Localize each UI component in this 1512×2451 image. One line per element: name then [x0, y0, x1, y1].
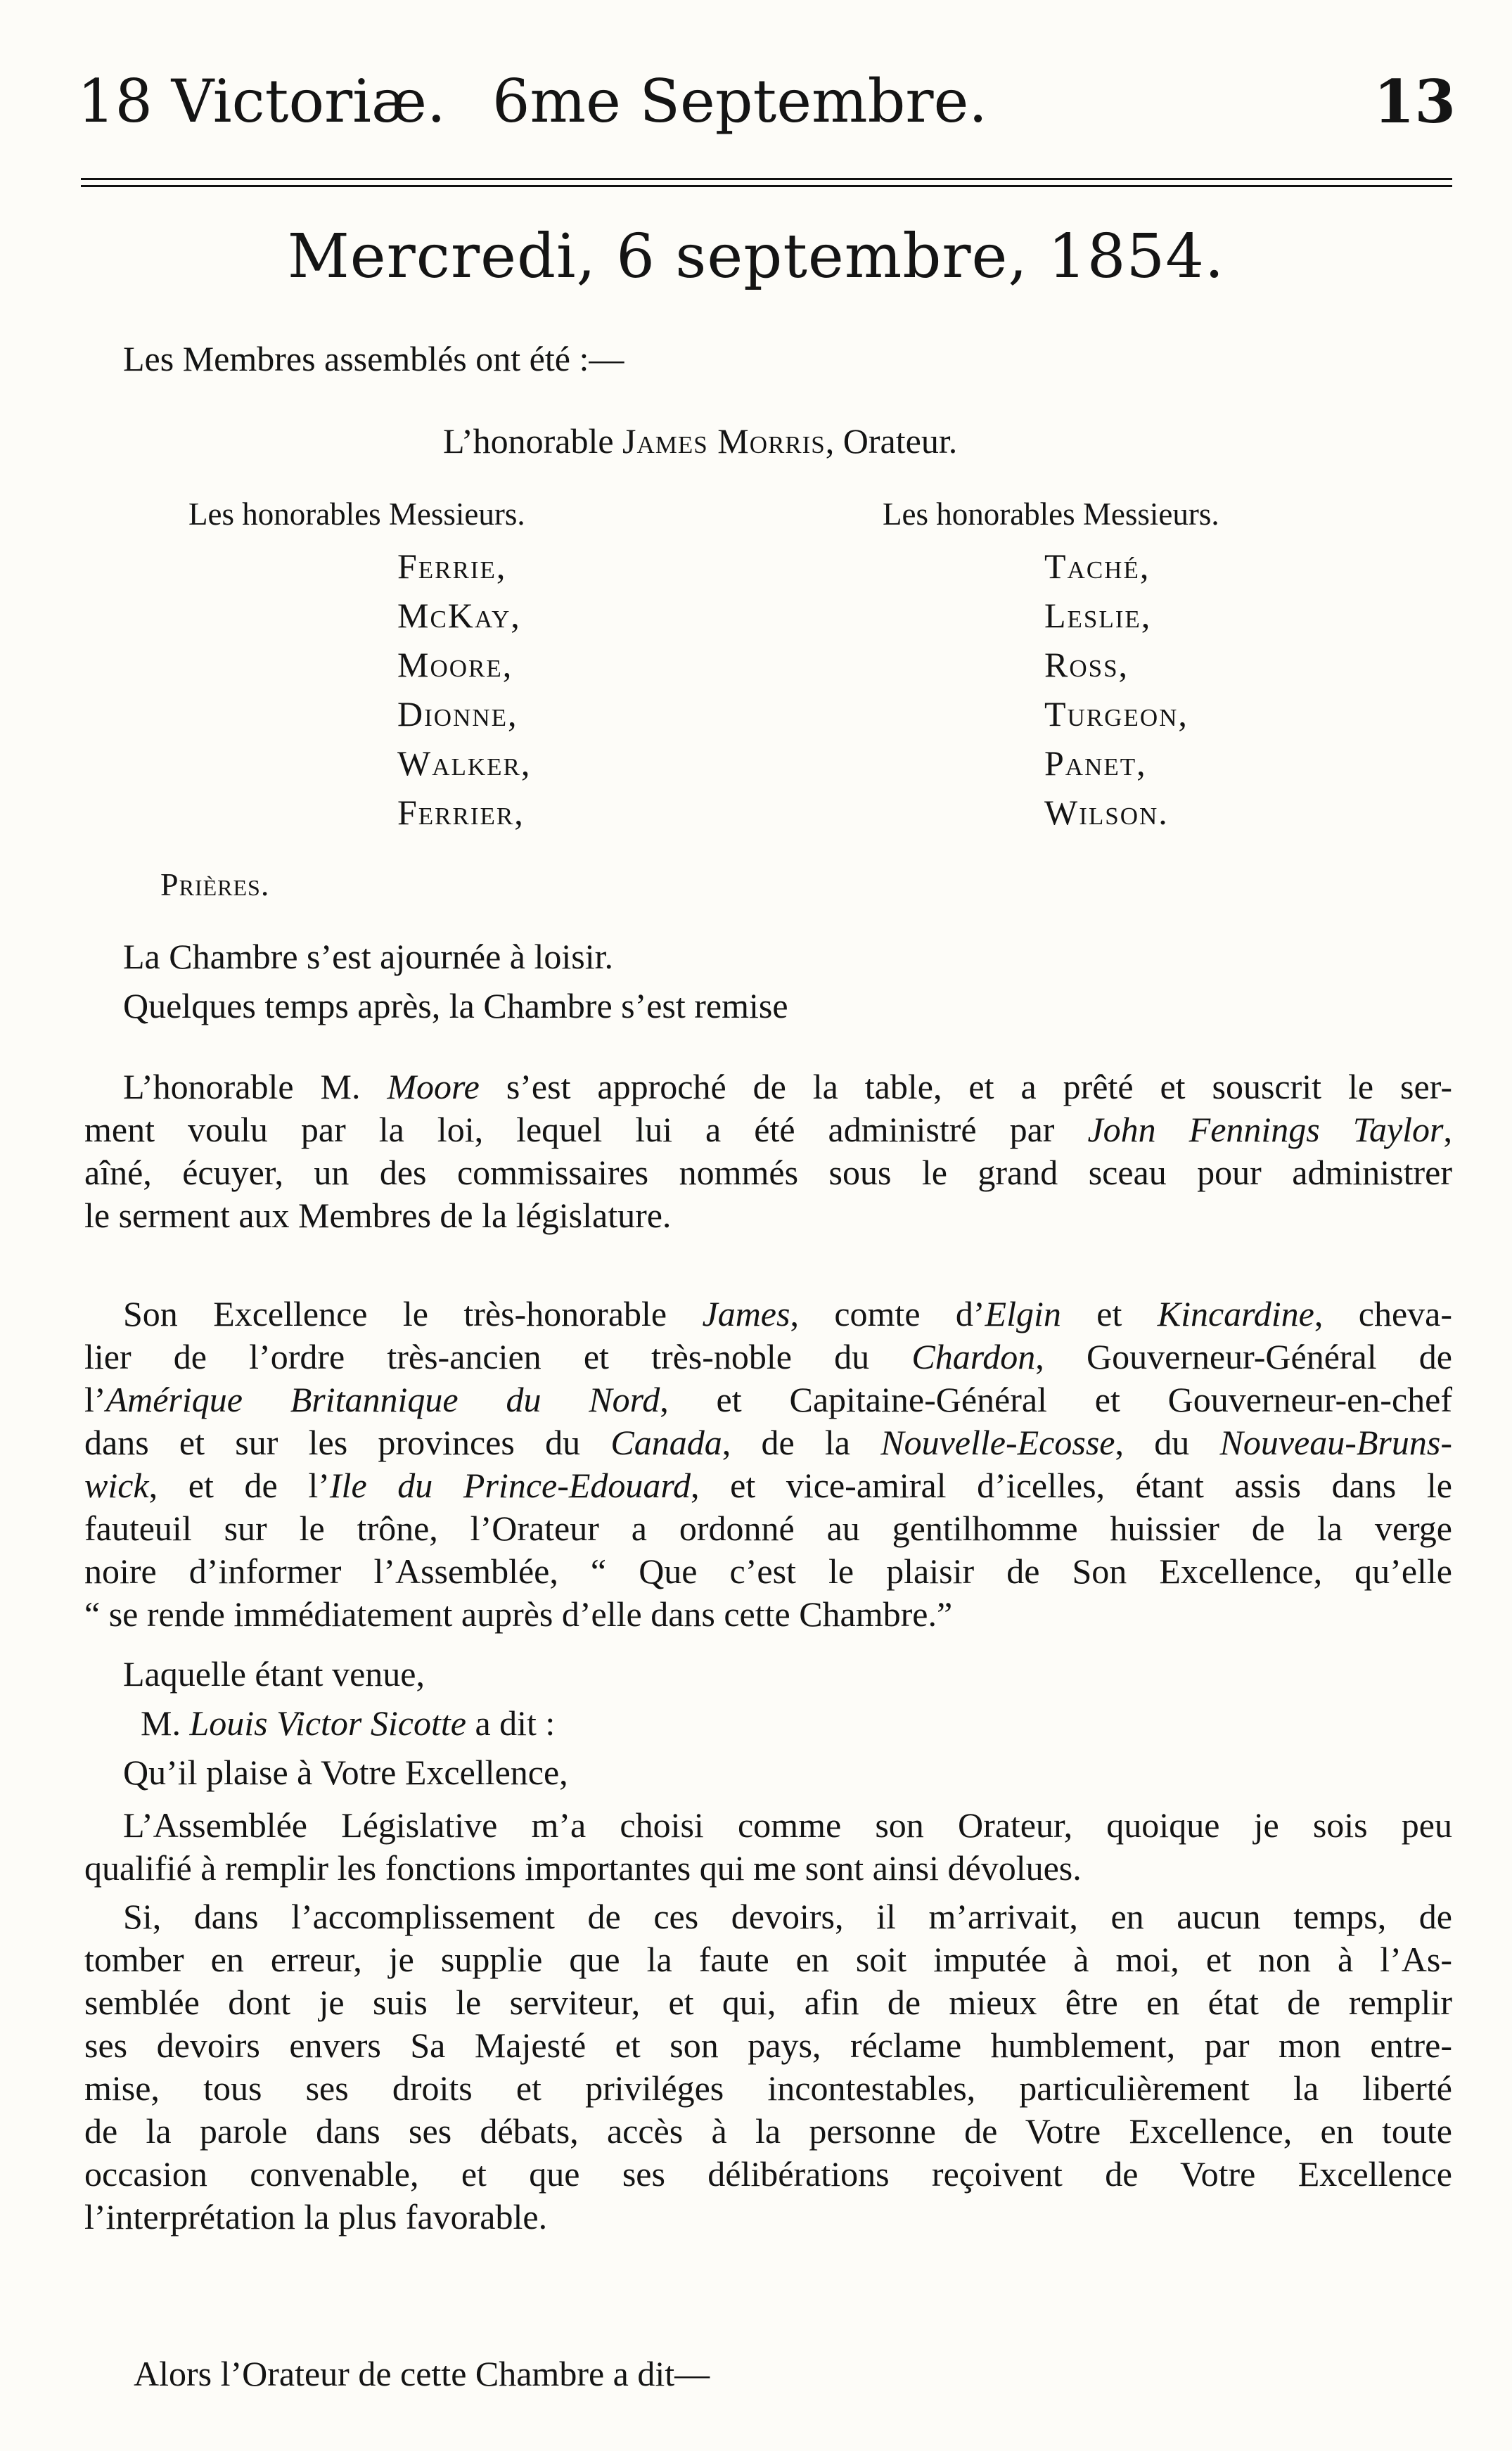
italic-text: wick	[84, 1466, 149, 1505]
italic-text: Ile du Prince-Edouard	[329, 1466, 691, 1505]
text-line: ses devoirs envers Sa Majesté et son pays, réclame humblement, par mon entre-	[84, 2026, 1452, 2065]
italic-text: Nouveau-Bruns-	[1219, 1423, 1452, 1462]
header-regnal-year: 18 Victoriæ.	[77, 67, 446, 136]
text-line: L’honorable M. Moore s’est approché de la table, et a prêté et souscrit le ser-	[123, 1067, 1452, 1106]
text-line: wick, et de l’Ile du Prince-Edouard, et vice-amiral d’icelles, étant assis dans le	[84, 1466, 1452, 1505]
italic-text: Moore	[387, 1067, 480, 1106]
member-name: McKay,	[397, 596, 521, 635]
text-line: tomber en erreur, je supplie que la faute en soit imputée à moi, et non à l’As-	[84, 1940, 1452, 1979]
italic-text: James	[702, 1294, 790, 1333]
speaker-name: James Morris	[622, 421, 826, 461]
members-right-heading: Les honorables Messieurs.	[883, 497, 1219, 532]
members-left-heading: Les honorables Messieurs.	[188, 497, 525, 532]
member-name: Moore,	[397, 645, 513, 684]
text-line: L’Assemblée Législative m’a choisi comme son Orateur, quoique je sois peu	[123, 1805, 1452, 1845]
member-name: Leslie,	[1044, 596, 1152, 635]
date-title: Mercredi, 6 septembre, 1854.	[287, 222, 1225, 292]
member-name: Ross,	[1044, 645, 1129, 684]
si-dans-paragraph	[84, 1895, 1452, 2239]
speaker-prefix: L’honorable	[443, 421, 623, 461]
member-name: Walker,	[397, 743, 532, 783]
text-line: Son Excellence le très-honorable James, comte d’Elgin et Kincardine, cheva-	[123, 1294, 1452, 1333]
text-line: noire d’informer l’Assemblée, “ Que c’est le plaisir de Son Excellence, qu’elle	[84, 1551, 1452, 1591]
text-line: l’interprétation la plus favorable.	[84, 2197, 548, 2236]
speaker-suffix: , Orateur.	[825, 421, 958, 461]
prieres-heading: Prières.	[160, 866, 270, 902]
italic-text: Louis Victor Sicotte	[189, 1703, 466, 1743]
member-name: Panet,	[1044, 743, 1147, 783]
italic-text: Amérique Britannique du Nord	[105, 1380, 660, 1419]
member-name: Ferrie,	[397, 546, 507, 586]
assemblee-paragraph	[84, 1804, 1452, 1890]
text-line: l’Amérique Britannique du Nord, et Capitaine-Général et Gouverneur-en-chef	[84, 1380, 1452, 1419]
italic-text: Nouvelle-Ecosse	[880, 1423, 1115, 1462]
text-line: semblée dont je suis le serviteur, et qui, afin de mieux être en état de remplir	[84, 1983, 1452, 2022]
italic-text: Kincardine	[1157, 1294, 1314, 1333]
text-line: occasion convenable, et que ses délibérations reçoivent de Votre Excellence	[84, 2154, 1452, 2194]
text-line: le serment aux Membres de la législature.	[84, 1196, 672, 1235]
member-name: Dionne,	[397, 694, 518, 734]
oath-paragraph	[84, 1065, 1452, 1237]
text-line: “ se rende immédiatement auprès d’elle dans cette Chambre.”	[84, 1594, 953, 1634]
running-header	[77, 67, 1456, 151]
member-name: Turgeon,	[1044, 694, 1189, 734]
italic-text: John Fennings Taylor	[1087, 1110, 1444, 1149]
text-line: mise, tous ses droits et priviléges incontestables, particulièrement la liberté	[84, 2068, 1452, 2108]
member-name: Wilson.	[1044, 793, 1169, 832]
text-line: lier de l’ordre très-ancien et très-noble du Chardon, Gouverneur-Général de	[84, 1337, 1452, 1376]
member-name: Taché,	[1044, 546, 1151, 586]
italic-text: Elgin	[985, 1294, 1061, 1333]
plaise-text: Qu’il plaise à Votre Excellence,	[123, 1753, 568, 1792]
header-date: 6me Septembre.	[492, 67, 987, 136]
resume-text: Quelques temps après, la Chambre s’est remise	[123, 986, 788, 1025]
venue-text: Laquelle étant venue,	[123, 1654, 425, 1694]
text-line: aîné, écuyer, un des commissaires nommés sous le grand sceau pour administrer	[84, 1153, 1452, 1192]
text-line: Si, dans l’accomplissement de ces devoirs, il m’arrivait, en aucun temps, de	[123, 1897, 1452, 1936]
member-name: Ferrier,	[397, 793, 525, 832]
text-line: ment voulu par la loi, lequel lui a été administré par John Fennings Taylor,	[84, 1110, 1452, 1149]
governor-paragraph	[84, 1293, 1452, 1636]
text-line: dans et sur les provinces du Canada, de la Nouvelle-Ecosse, du Nouveau-Bruns-	[84, 1423, 1452, 1462]
text-line: qualifié à remplir les fonctions importantes qui me sont ainsi dévolues.	[84, 1848, 1082, 1888]
text-line: de la parole dans ses débats, accès à la personne de Votre Excellence, en toute	[84, 2111, 1452, 2151]
intro-text: Les Membres assemblés ont été :—	[123, 339, 624, 378]
header-rule-top	[81, 178, 1452, 180]
speaker-line	[443, 420, 957, 462]
text-line: fauteuil sur le trône, l’Orateur a ordonné au gentilhomme huissier de la verge	[84, 1509, 1452, 1548]
sicotte-line: M. Louis Victor Sicotte a dit :	[141, 1703, 556, 1743]
italic-text: Chardon	[911, 1337, 1036, 1376]
adjourn-text: La Chambre s’est ajournée à loisir.	[123, 937, 613, 976]
header-rule-bottom	[81, 185, 1452, 187]
page-number: 13	[1373, 67, 1456, 136]
italic-text: Canada	[610, 1423, 722, 1462]
alors-text: Alors l’Orateur de cette Chambre a dit—	[134, 2354, 710, 2393]
